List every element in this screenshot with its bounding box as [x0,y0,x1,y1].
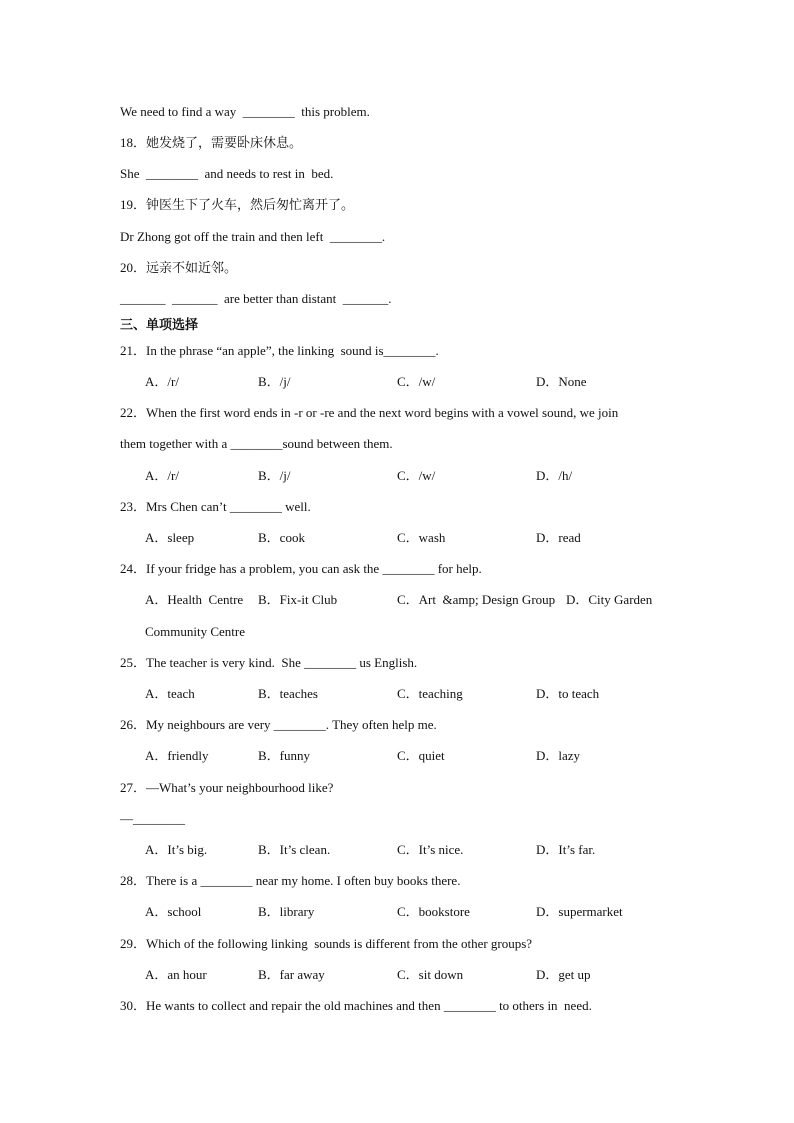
q29-option-a: A．an hour [145,967,207,982]
q26-stem: 26．My neighbours are very ________. They often help me. [120,717,437,732]
q25-option-b: B．teaches [258,686,318,701]
q29-option-b: B．far away [258,967,325,982]
q26-option-b: B．funny [258,748,311,763]
q19-english: Dr Zhong got off the train and then left ________. [120,229,386,244]
q27-option-b: B．It’s clean. [258,842,331,857]
q19-chinese: 19．钟医生下了火车，然后匆忙离开了。 [120,197,355,212]
q25-option-c: C．teaching [397,686,463,701]
q23-option-a: A．sleep [145,530,195,545]
q21-option-b: B．/j/ [258,374,291,389]
q22-stem-line2: them together with a ________sound between them. [120,436,393,451]
q30-stem: 30．He wants to collect and repair the old machines and then ________ to others in need. [120,998,592,1013]
q22-option-b: B．/j/ [258,468,291,483]
q29-option-c: C．sit down [397,967,464,982]
q26-option-a: A．friendly [145,748,209,763]
q26-option-c: C．quiet [397,748,445,763]
q24-option-b: B．Fix-it Club [258,592,338,607]
q22-option-d: D．/h/ [536,468,573,483]
q24-option-c: C．Art &amp; Design Group [397,592,556,607]
q24-option-d-continued: Community Centre [145,624,246,639]
q23-option-c: C．wash [397,530,446,545]
q17-english: We need to find a way ________ this problem. [120,104,370,119]
q24-option-d: D．City Garden [566,592,653,607]
q28-stem: 28．There is a ________ near my home. I often buy books there. [120,873,461,888]
q21-option-a: A．/r/ [145,374,179,389]
q27-option-c: C．It’s nice. [397,842,464,857]
q22-option-a: A．/r/ [145,468,179,483]
q18-english: She ________ and needs to rest in bed. [120,166,334,181]
q21-option-c: C．/w/ [397,374,436,389]
q20-english: _______ _______ are better than distant _______. [120,291,392,306]
q27-option-a: A．It’s big. [145,842,208,857]
q23-stem: 23．Mrs Chen can’t ________ well. [120,499,311,514]
q21-option-d: D．None [536,374,587,389]
q27-answer-line: —________ [120,811,185,826]
q28-option-b: B．library [258,904,315,919]
q27-option-d: D．It’s far. [536,842,596,857]
q29-stem: 29．Which of the following linking sounds is different from the other groups? [120,936,533,951]
q18-chinese: 18．她发烧了，需要卧床休息。 [120,135,303,150]
q23-option-b: B．cook [258,530,305,545]
q28-option-a: A．school [145,904,202,919]
q28-option-c: C．bookstore [397,904,470,919]
q24-stem: 24．If your fridge has a problem, you can ask the ________ for help. [120,561,482,576]
q25-option-a: A．teach [145,686,195,701]
q27-stem: 27．—What’s your neighbourhood like? [120,780,334,795]
q21-stem: 21．In the phrase “an apple”, the linking sound is________. [120,343,439,358]
q20-chinese: 20．远亲不如近邻。 [120,260,238,275]
q29-option-d: D．get up [536,967,591,982]
q25-stem: 25．The teacher is very kind. She ________ us English. [120,655,418,670]
q22-stem-line1: 22．When the first word ends in -r or -re and the next word begins with a vowel sound, we join [120,405,619,420]
q25-option-d: D．to teach [536,686,600,701]
q28-option-d: D．supermarket [536,904,623,919]
q26-option-d: D．lazy [536,748,581,763]
q24-option-a: A．Health Centre [145,592,244,607]
section-title: 三、单项选择 [120,317,199,332]
q22-option-c: C．/w/ [397,468,436,483]
q23-option-d: D．read [536,530,581,545]
